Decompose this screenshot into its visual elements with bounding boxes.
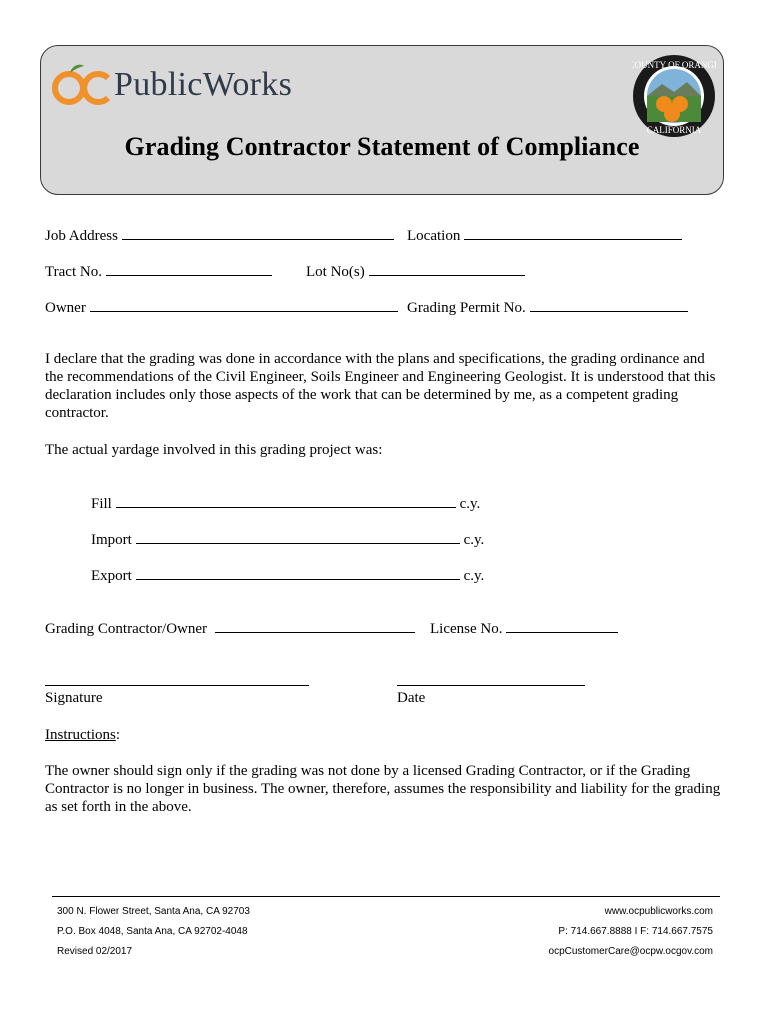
contractor-line[interactable] [215,619,415,633]
page-title: Grading Contractor Statement of Compliance [124,132,640,161]
job-address-line[interactable] [122,226,394,240]
county-seal [632,54,716,138]
tract-no-line[interactable] [106,262,272,276]
location-label: Location [407,228,461,244]
footer-email[interactable]: ocpCustomerCare@ocpw.ocgov.com [548,946,713,957]
import-unit: c.y. [463,532,485,548]
footer-phone: P: 714.667.8888 I F: 714.667.7575 [558,926,713,937]
job-address-label: Job Address [45,228,118,244]
svg-text:COUNTY OF ORANGE: COUNTY OF ORANGE [632,60,716,70]
date-label: Date [397,690,426,706]
license-line[interactable] [506,619,618,633]
lot-nos-line[interactable] [369,262,525,276]
owner-line[interactable] [90,298,398,312]
license-field[interactable] [430,619,618,638]
export-field[interactable] [91,566,484,585]
fill-unit: c.y. [459,496,481,512]
lot-nos-field[interactable] [306,262,525,281]
instructions-text: The owner should sign only if the grading was not done by a licensed Grading Contractor, or if the Grading Contractor is no longer in business. The owner, therefore, assumes the responsibility and liability for the grading as set forth in the above. [45,763,721,815]
license-label: License No. [430,621,503,637]
fill-field[interactable] [91,494,480,513]
location-field[interactable] [407,226,682,245]
import-field[interactable] [91,530,484,549]
signature-line[interactable] [45,685,309,686]
footer-divider [52,896,720,897]
import-line[interactable] [136,530,460,544]
owner-field[interactable] [45,298,398,317]
svg-text:CALIFORNIA: CALIFORNIA [646,125,702,135]
tract-no-label: Tract No. [45,264,102,280]
fill-label: Fill [91,496,112,512]
grading-permit-label: Grading Permit No. [407,300,526,316]
grading-permit-field[interactable] [407,298,688,317]
contractor-label: Grading Contractor/Owner [45,621,208,637]
grading-permit-line[interactable] [530,298,688,312]
lot-nos-label: Lot No(s) [306,264,365,280]
oc-logo-icon [50,60,114,112]
instructions-heading-text: Instructions [45,727,116,743]
logo-text: PublicWorks [114,66,293,103]
fill-line[interactable] [116,494,456,508]
footer-address-1: 300 N. Flower Street, Santa Ana, CA 92703 [57,906,250,917]
footer-website[interactable]: www.ocpublicworks.com [604,906,713,917]
instructions-heading [45,727,120,744]
job-address-field[interactable] [45,226,394,245]
signature-label: Signature [45,690,103,706]
yardage-intro: The actual yardage involved in this grading project was: [45,442,383,458]
location-line[interactable] [464,226,682,240]
footer-address-2: P.O. Box 4048, Santa Ana, CA 92702-4048 [57,926,248,937]
export-unit: c.y. [463,568,485,584]
ocpw-logo [50,60,320,112]
date-line[interactable] [397,685,585,686]
instructions-colon: : [115,727,120,743]
owner-label: Owner [45,300,86,316]
export-label: Export [91,568,132,584]
declaration-text: I declare that the grading was done in accordance with the plans and specifications, the grading ordinance and the recommendations of the Civil Engineer, Soils Engineer and Engineering Geologist. It is understood that this declaration includes only those aspects of the work that can be determined by me, as a competent grading contractor. [45,351,716,421]
import-label: Import [91,532,132,548]
export-line[interactable] [136,566,460,580]
footer-revised: Revised 02/2017 [57,946,133,957]
tract-no-field[interactable] [45,262,272,281]
contractor-field[interactable] [45,619,415,638]
